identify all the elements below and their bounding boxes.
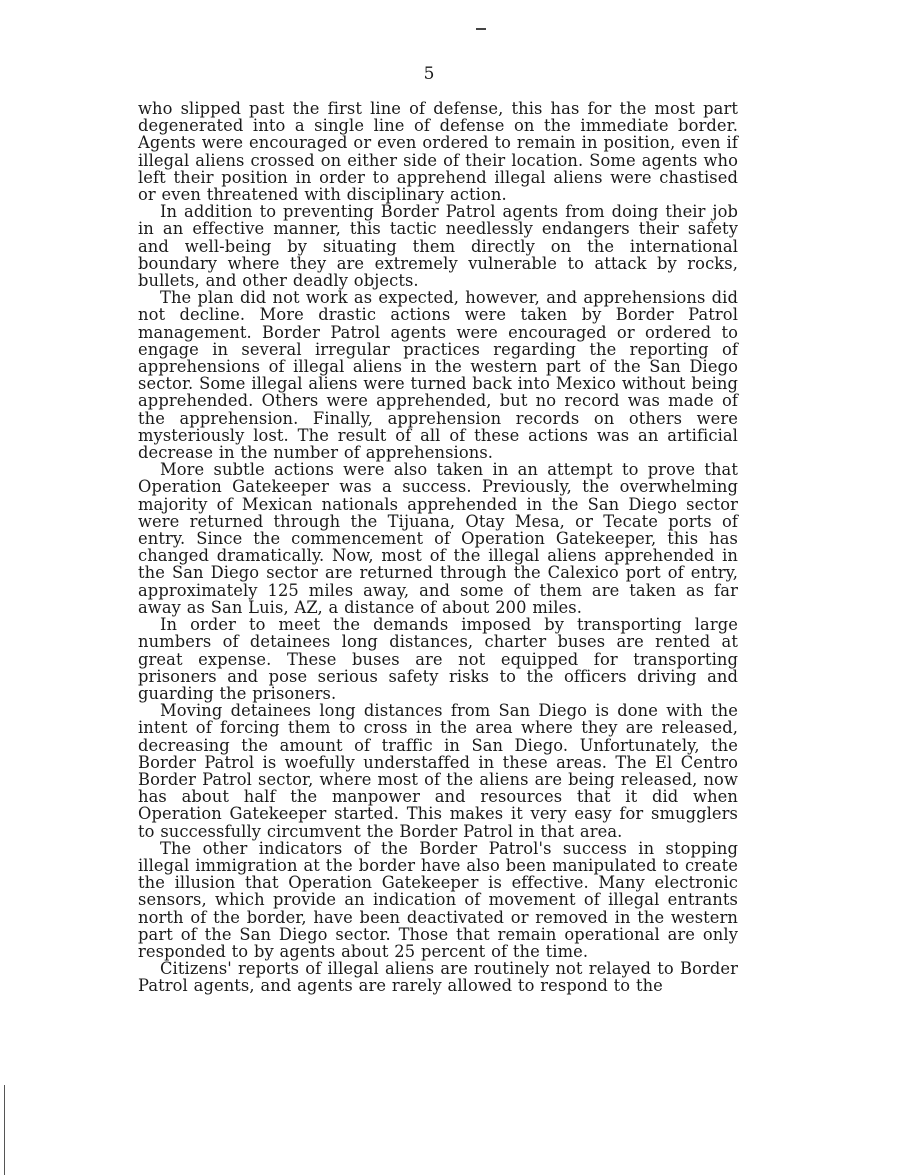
page-number: 5 [423,64,435,84]
top-mark [476,28,486,30]
paragraph: The plan did not work as expected, however, and apprehensions did not decline. More drastic actions were taken by Border Patrol management. Border Patrol agents were encouraged or ordered to engage in several irregular practices regarding the reporting of apprehensions of illegal aliens in the western part of the San Diego sector. Some illegal aliens were turned back into Mexico without being apprehended. Others were apprehended, but no record was made of the apprehension. Finally, apprehension records on others were mysteriously lost. The result of all of these actions was an artificial decrease in the number of apprehensions. [138,288,738,463]
paragraph: Citizens' reports of illegal aliens are routinely not relayed to Border Patrol agents, and agents are rarely allowed to respond to the [138,959,738,996]
paragraph: who slipped past the first line of defense, this has for the most part degenerated into a single line of defense on the immediate border. Agents were encouraged or even ordered to remain in position, even if illegal aliens crossed on either side of their location. Some agents who left their position in order to apprehend illegal aliens were chastised or even threatened with disciplinary action. [138,99,738,205]
scan-edge-line [4,1085,5,1175]
paragraph: In addition to preventing Border Patrol agents from doing their job in an effective manner, this tactic needlessly endangers their safety and well-being by situating them directly on the international boundary where they are extremely vulnerable to attack by rocks, bullets, and other deadly objects. [138,202,738,291]
paragraph: In order to meet the demands imposed by transporting large numbers of detainees long distances, charter buses are rented at great expense. These buses are not equipped for transporting prisoners and pose serious safety risks to the officers driving and guarding the prisoners. [138,615,738,703]
paragraph: The other indicators of the Border Patrol's success in stopping illegal immigration at the border have also been manipulated to create the illusion that Operation Gatekeeper is effective. Many electronic sensors, which provide an indication of movement of illegal entrants north of the border, have been deactivated or removed in the western part of the San Diego sector. Those that remain operational are only responded to by agents about 25 percent of the time. [138,838,738,961]
body-text [138,100,738,995]
paragraph: More subtle actions were also taken in an attempt to prove that Operation Gatekeeper was a success. Previously, the overwhelming majority of Mexican nationals apprehended in the San Diego sector were returned through the Tijuana, Otay Mesa, or Tecate ports of entry. Since the commencement of Operation Gatekeeper, this has changed dramatically. Now, most of the illegal aliens apprehended in the San Diego sector are returned through the Calexico port of entry, approximately 125 miles away, and some of them are taken as far away as San Luis, AZ, a distance of about 200 miles. [138,460,738,617]
paragraph: Moving detainees long distances from San Diego is done with the intent of forcing them to cross in the area where they are released, decreasing the amount of traffic in San Diego. Unfortunately, the Border Patrol is woefully understaffed in these areas. The El Centro Border Patrol sector, where most of the aliens are being released, now has about half the manpower and resources that it did when Operation Gatekeeper started. This makes it very easy for smugglers to successfully circumvent the Border Patrol in that area. [138,701,738,841]
